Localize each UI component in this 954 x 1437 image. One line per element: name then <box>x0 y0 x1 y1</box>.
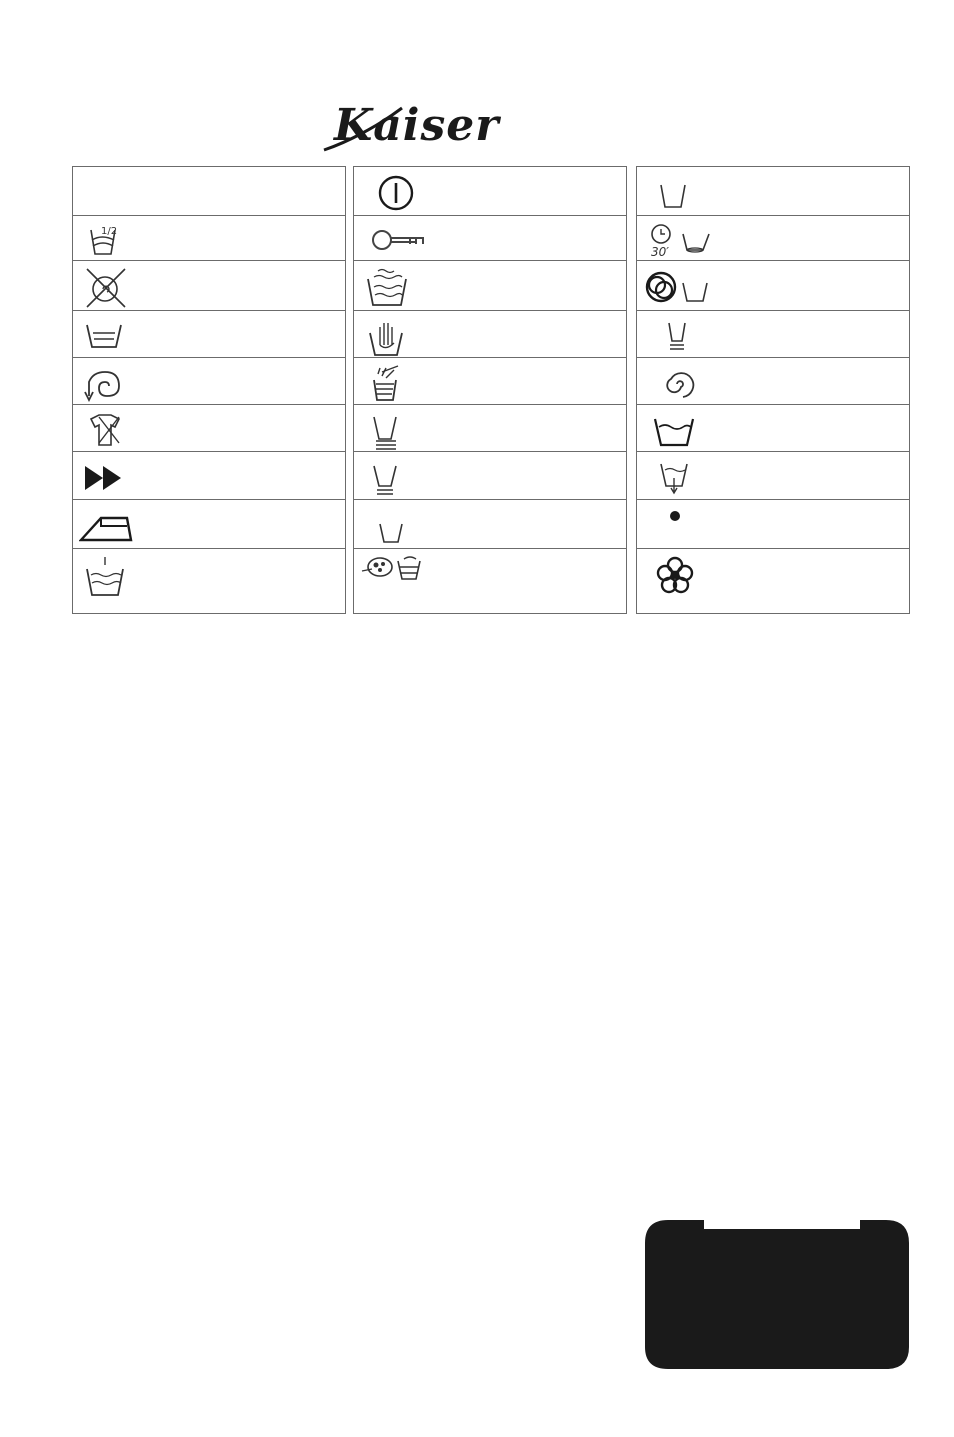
flower-icon <box>643 553 703 601</box>
legend-cell <box>73 452 346 500</box>
spin-arrow-icon <box>79 362 139 406</box>
legend-cell <box>73 405 346 452</box>
hand-wash-icon <box>360 315 420 359</box>
legend-cell <box>354 358 627 405</box>
half-load-icon <box>79 220 139 260</box>
legend-cell <box>637 452 910 500</box>
legend-column-3 <box>636 166 910 614</box>
legend-column-1 <box>72 166 346 614</box>
legend-cell <box>73 216 346 261</box>
kaiser-logo <box>318 96 514 158</box>
legend-cell <box>637 261 910 311</box>
legend-cell <box>637 358 910 405</box>
rinse-triple-icon <box>360 409 420 453</box>
intensive-wash-icon <box>79 553 139 605</box>
legend-cell <box>73 311 346 358</box>
shower-rinse-icon <box>360 362 420 406</box>
legend-cell <box>354 311 627 358</box>
rinse-double-icon <box>360 456 420 500</box>
drain-tub-icon <box>643 456 703 500</box>
legend-column-2 <box>353 166 627 614</box>
svg-text:30′: 30′ <box>651 245 669 259</box>
legend-cell <box>354 167 627 216</box>
legend-cell <box>354 452 627 500</box>
legend-cell <box>354 405 627 452</box>
rinse-small-icon <box>643 315 703 359</box>
power-icon <box>360 171 420 215</box>
legend-cell <box>354 261 627 311</box>
wash-tub-icon <box>643 409 703 453</box>
legend-cell <box>637 311 910 358</box>
spin-spiral-icon <box>643 362 703 406</box>
legend-cell <box>73 500 346 549</box>
legend-cell <box>354 549 627 614</box>
empty-tub-icon <box>360 504 420 548</box>
synthetics-tub-icon <box>641 265 713 309</box>
dot-icon <box>643 504 703 548</box>
easy-iron-shirt-icon <box>79 409 139 453</box>
legend-cell <box>354 216 627 261</box>
no-spin-icon <box>79 265 139 309</box>
wool-wash-icon <box>360 265 420 311</box>
legend-cell <box>637 549 910 614</box>
legend-cell <box>637 405 910 452</box>
door-lock-key-icon <box>360 220 430 260</box>
legend-cell <box>637 167 910 216</box>
legend-cell <box>354 500 627 549</box>
black-label-box <box>644 1219 910 1370</box>
legend-cell <box>637 216 910 261</box>
legend-cell <box>73 549 346 614</box>
mixed-fabrics-icon <box>360 551 430 587</box>
iron-icon <box>79 504 143 548</box>
prewash-icon <box>79 315 139 355</box>
legend-cell <box>73 261 346 311</box>
legend-cell <box>637 500 910 549</box>
quick-30-min-icon <box>643 220 713 264</box>
logo-text: Kaiser <box>334 100 500 151</box>
svg-text:1/2: 1/2 <box>101 226 118 237</box>
fast-forward-icon <box>79 456 139 500</box>
tub-icon <box>643 171 703 215</box>
legend-cell <box>73 358 346 405</box>
legend-cell <box>73 167 346 216</box>
